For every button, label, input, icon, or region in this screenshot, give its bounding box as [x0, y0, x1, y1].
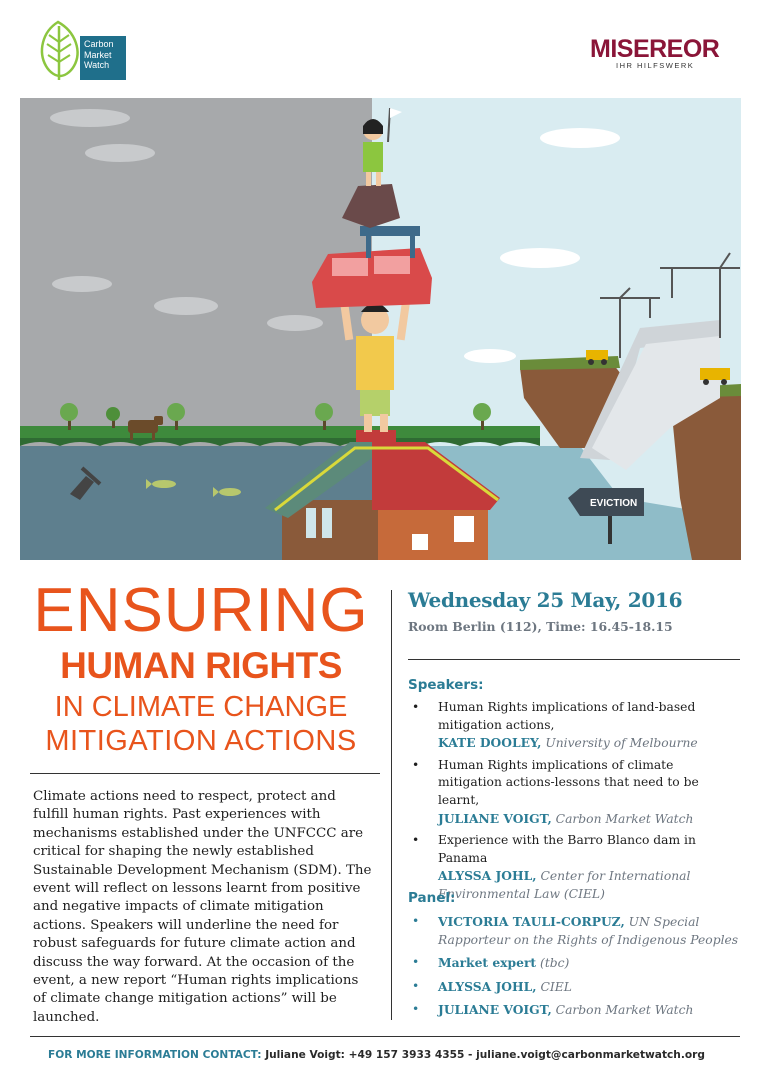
contact-label: FOR MORE INFORMATION CONTACT:: [48, 1049, 262, 1061]
hero-illustration: [20, 98, 741, 560]
contact-footer: [48, 1049, 705, 1061]
logo-line-2: Market: [84, 49, 112, 60]
speaker-topic: Human Rights implications of climate mitigation actions-lessons that need to be learnt,: [438, 757, 699, 807]
bullet-icon: •: [412, 833, 420, 848]
speakers-heading: Speakers:: [408, 677, 484, 693]
bullet-icon: •: [412, 914, 420, 928]
misereor-logo: [590, 36, 720, 76]
bullet-icon: •: [412, 978, 420, 993]
bullet-icon: •: [412, 757, 420, 772]
footer-divider: [30, 1036, 740, 1037]
panelist-affiliation: UN Special Rapporteur on the Rights of Indigenous Peoples: [438, 915, 739, 947]
list-item: • Human Rights implications of land-based mitigation actions, KATE DOOLEY, University of Melbourne: [412, 700, 698, 751]
title-divider: [30, 773, 380, 774]
panel-list: [408, 913, 740, 1025]
logo-text-box: [80, 36, 126, 80]
panelist-affiliation: (tbc): [540, 956, 570, 971]
speaker-name: JULIANE VOIGT: [438, 810, 548, 826]
contact-details: Juliane Voigt: +49 157 3933 4355 - juliane.voigt@carbonmarketwatch.org: [265, 1049, 705, 1061]
title-line-1: ENSURING: [33, 576, 369, 645]
panelist-affiliation: Carbon Market Watch: [555, 1003, 694, 1018]
speaker-affiliation: Center for International Environmental Law (CIEL): [438, 869, 691, 901]
eviction-sign-text: EVICTION: [590, 498, 638, 509]
panelist-name: VICTORIA TAULI-CORPUZ: [438, 914, 621, 929]
misereor-tagline: IHR HILFSWERK: [616, 61, 695, 70]
title-line-2: HUMAN RIGHTS: [60, 645, 342, 686]
title-line-4: MITIGATION ACTIONS: [45, 725, 357, 757]
carbon-market-watch-logo: [36, 18, 126, 82]
logo-line-3: Watch: [84, 60, 110, 70]
list-item: • Human Rights implications of climate mitigation actions-lessons that need to be learnt, JULIANE VOIGT, Carbon Market Watch: [412, 757, 699, 826]
speaker-affiliation: Carbon Market Watch: [555, 811, 694, 826]
event-room-time: Room Berlin (112), Time: 16.45-18.15: [408, 619, 673, 634]
list-item: • VICTORIA TAULI-CORPUZ, UN Special Rapporteur on the Rights of Indigenous Peoples: [412, 914, 739, 947]
list-item: [408, 954, 740, 973]
speaker-affiliation: University of Melbourne: [545, 736, 698, 751]
panel-heading: Panel:: [408, 890, 456, 906]
panelist-name: ALYSSA JOHL: [438, 978, 533, 994]
column-divider: [391, 590, 392, 1020]
event-date: Wednesday 25 May, 2016: [408, 588, 683, 612]
panelist-name: Market expert: [438, 955, 537, 971]
speakers-list: [408, 699, 740, 908]
list-item: • Experience with the Barro Blanco dam in Panama ALYSSA JOHL, Center for International Environmental Law (CIEL): [412, 833, 696, 901]
event-description: Climate actions need to respect, protect and fulfill human rights. Past experiences with mechanisms established under the UNFCCC are critical for shaping the newly established Sustainable Development Mechanism (SDM). The event will reflect on lessons learnt from positive and negative impacts of climate mitigation actions. Speakers will underline the need for robust safeguards for future climate action and discuss the way forward. At the occasion of the event, a new report “Human rights implications of climate change mitigation actions” will be launched.: [33, 789, 372, 1025]
list-item: • ALYSSA JOHL, CIEL: [412, 978, 572, 994]
bullet-icon: •: [412, 700, 420, 714]
bullet-icon: •: [412, 1002, 420, 1017]
speaker-name: ALYSSA JOHL: [438, 868, 533, 884]
date-divider: [408, 659, 740, 660]
event-title: [20, 576, 382, 758]
misereor-wordmark: MISEREOR: [590, 35, 720, 63]
list-item: • JULIANE VOIGT, Carbon Market Watch: [412, 1002, 694, 1018]
panelist-affiliation: CIEL: [540, 979, 572, 994]
bullet-icon: •: [412, 955, 420, 970]
title-line-3: IN CLIMATE CHANGE: [54, 691, 348, 723]
speaker-name: KATE DOOLEY: [438, 735, 538, 751]
speaker-topic: Human Rights implications of land-based mitigation actions,: [438, 700, 696, 732]
logo-line-1: Carbon: [84, 39, 114, 49]
panelist-name: JULIANE VOIGT: [438, 1002, 548, 1018]
speaker-topic: Experience with the Barro Blanco dam in Panama: [438, 833, 696, 865]
